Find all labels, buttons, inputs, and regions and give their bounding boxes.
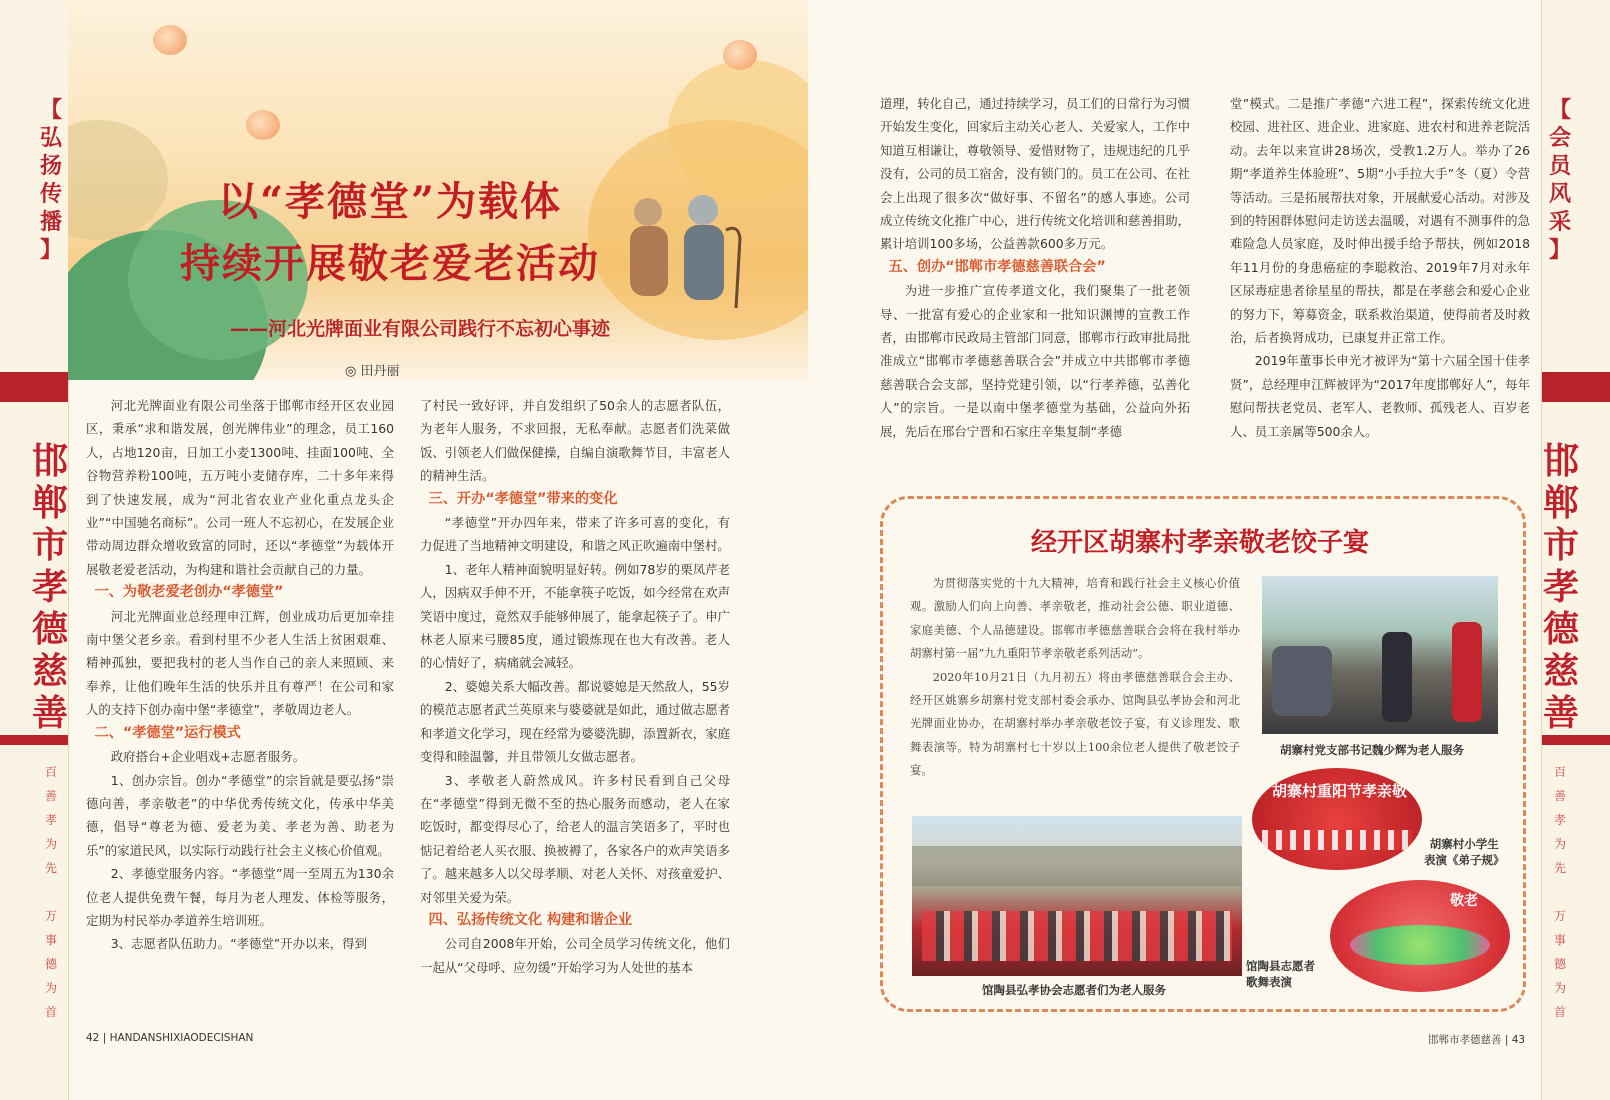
section-label-char: 会 — [1548, 125, 1571, 151]
paragraph: 1、老年人精神面貌明显好转。例如78岁的栗凤芹老人，因病双手伸不开，不能拿筷子吃饭，如今经常在欢声笑语中度过，竟然双手能够伸展了，能拿起筷子了。申广林老人原来弓腰85度，通过锻炼现在也大有改善。老人的心情好了，病痛就会减轻。 — [420, 561, 730, 671]
paragraph: 政府搭台+企业唱戏+志愿者服务。 — [110, 749, 306, 765]
photo-dance-performance: 敬老 — [1330, 880, 1510, 992]
section-label-char: 扬 — [39, 153, 62, 179]
calligraphy-char: 市 — [32, 524, 69, 566]
motto-char: 德 — [1553, 957, 1566, 971]
caption-photo1: 胡寨村党支部书记魏少辉为老人服务 — [1280, 743, 1464, 757]
motto-char: 孝 — [1553, 813, 1566, 827]
section-heading: 四、弘扬传统文化 构建和谐企业 — [428, 911, 633, 928]
article-column-3 — [880, 92, 1190, 443]
section-label-char: 【 — [1548, 97, 1571, 123]
paragraph: 道理，转化自己，通过持续学习，员工们的日常行为习惯开始发生变化，回家后主动关心老人、关爱家人，工作中知道互相谦让，尊敬领导、爱惜财物了，违规违纪的几乎没有，公司的员工宿舍，没有锁门的。员工在公司、在社会上出现了很多次“做好事、不留名”的感人事迹。公司成立传统文化推广中心，进行传统文化培训和慈善捐助，累计培训100多场，公益善款600多万元。 — [880, 96, 1190, 252]
section-label-char: 风 — [1548, 181, 1571, 207]
section-heading: 一、为敬老爱老创办“孝德堂” — [94, 584, 284, 601]
section-label-char: 传 — [39, 181, 62, 207]
paragraph: 为进一步推广宣传孝道文化，我们聚集了一批老领导、一批富有爱心的企业家和一批知识渊博的宣教工作者，由邯郸市民政局主管部门同意，邯郸市行政审批局批准成立“邯郸市孝德慈善联合会”并成立中共邯郸市孝德慈善联合会支部，坚持党建引领，以“行孝养德，弘善化人”的宗旨。一是以南中堡孝德堂为基础，公益向外拓展，先后在邢台宁晋和石家庄辛集复制“孝德 — [880, 283, 1190, 439]
motto-char: 事 — [44, 933, 57, 947]
motto-char — [1545, 880, 1575, 904]
motto-char: 为 — [44, 981, 57, 995]
calligraphy-char: 德 — [1543, 608, 1580, 650]
motto-char: 万 — [44, 909, 57, 923]
feature-title: 经开区胡寨村孝亲敬老饺子宴 — [1030, 528, 1369, 558]
calligraphy-char: 郸 — [32, 482, 69, 524]
calligraphy-left — [32, 440, 69, 734]
section-label-char: 弘 — [39, 125, 62, 151]
calligraphy-char: 慈 — [32, 650, 69, 692]
lantern-icon — [723, 40, 757, 70]
feature-paragraph: 为贯彻落实党的十九大精神，培育和践行社会主义核心价值观。激励人们向上向善、孝亲敬老，推动社会公德、职业道德、家庭美德、个人品德建设。邯郸市孝德慈善联合会将在我村举办胡寨村第一届“九九重阳节孝亲敬老系列活动”。 — [910, 576, 1240, 661]
paragraph: 2019年董事长申光才被评为“第十六届全国十佳孝贤”，总经理申江辉被评为“2017年度邯郸好人”，每年慰问帮扶老党员、老军人、老教师、孤残老人、百岁老人、员工亲属等500余人。 — [1230, 353, 1530, 439]
caption-photo3: 馆陶县弘孝协会志愿者们为老人服务 — [982, 983, 1166, 997]
article-subtitle: ——河北光牌面业有限公司践行不忘初心事迹 — [229, 318, 610, 340]
calligraphy-right — [1543, 440, 1580, 734]
right-red-band — [1542, 372, 1610, 402]
section-label-char: 】 — [39, 237, 62, 263]
motto-char: 事 — [1553, 933, 1566, 947]
motto-char: 善 — [44, 789, 57, 803]
photo-students-performance: 胡寨村重阳节孝亲敬 — [1252, 768, 1422, 870]
motto-char: 百 — [1553, 765, 1566, 779]
motto-char: 为 — [1553, 981, 1566, 995]
motto-char: 万 — [1553, 909, 1566, 923]
section-label-right — [1545, 96, 1575, 264]
paragraph: “孝德堂”开办四年来，带来了许多可喜的变化，有力促进了当地精神文明建设，和谐之风正吹遍南中堡村。 — [420, 515, 730, 554]
article-title-line1: 以“孝德堂”为载体 — [217, 178, 562, 225]
caption-photo2: 胡寨村小学生 表演《弟子规》 — [1424, 837, 1505, 867]
section-label-char: 播 — [39, 209, 62, 235]
lantern-icon — [246, 110, 280, 140]
paragraph: 1、创办宗旨。创办“孝德堂”的宗旨就是要弘扬“崇德向善，孝亲敬老”的中华优秀传统文化，传承中华美德，倡导“尊老为德、爱老为美、孝老为善、助老为乐”的家道民风，以实际行动践行社会主义核心价值观。 — [86, 772, 394, 858]
motto-right — [1545, 760, 1575, 1024]
motto-char: 百 — [44, 765, 57, 779]
motto-char: 德 — [44, 957, 57, 971]
calligraphy-char: 邯 — [32, 440, 69, 482]
calligraphy-char: 孝 — [32, 566, 69, 608]
calligraphy-char: 孝 — [1543, 566, 1580, 608]
calligraphy-char: 市 — [1543, 524, 1580, 566]
caption-photo4: 馆陶县志愿者 歌舞表演 — [1246, 959, 1315, 989]
calligraphy-char: 郸 — [1543, 482, 1580, 524]
right-red-line — [1542, 735, 1610, 745]
lantern-icon — [153, 25, 187, 55]
section-label-left — [36, 96, 66, 264]
left-red-band — [0, 372, 68, 402]
feature-paragraph: 2020年10月21日（九月初五）将由孝德慈善联合会主办、经开区姚寨乡胡寨村党支部村委会承办、馆陶县弘孝协会和河北光牌面业协办，在胡寨村举办孝亲敬老饺子宴，有义诊理发、歌舞表演等。特为胡寨村七十岁以上100余位老人提供了敬老饺子宴。 — [910, 669, 1240, 778]
motto-char: 孝 — [44, 813, 57, 827]
photo-volunteers-serving — [912, 816, 1242, 976]
article-column-2 — [420, 394, 730, 979]
section-heading: 五、创办“邯郸市孝德慈善联合会” — [888, 258, 1106, 275]
photo-party-secretary-serving — [1262, 576, 1498, 734]
feature-text — [910, 572, 1240, 783]
section-label-char: 】 — [1548, 237, 1571, 263]
paragraph: 3、志愿者队伍助力。“孝德堂”开办以来，得到 — [110, 936, 367, 952]
article-column-1 — [86, 394, 394, 956]
paragraph: 堂”模式。二是推广孝德“六进工程”，探索传统文化进校园、进社区、进企业、进家庭、进农村和进养老院活动。去年以来宣讲28场次，受教1.2万人。举办了26期“孝道养生体验班”、5期“小手拉大手”冬（夏）令营等活动。三是拓展帮扶对象，开展献爱心活动。对涉及到的特困群体慰问走访送去温暖，对遇有不测事件的急难险急人员家庭，及时伸出援手给予帮扶，例如2018年11月份的身患癌症的李聪救治、2019年7月对永年区尿毒症患者徐星星的帮扶，都是在孝慈会和爱心企业的努力下，筹募资金，联系救治渠道，使得前者及时救治，后者换肾成功，已康复并正常工作。 — [1230, 96, 1530, 346]
calligraphy-char: 邯 — [1543, 440, 1580, 482]
left-red-line — [0, 735, 68, 745]
motto-char: 首 — [44, 1005, 57, 1019]
motto-left — [36, 760, 66, 1024]
paragraph: 河北光牌面业有限公司坐落于邯郸市经开区农业园区，秉承“求和谐发展，创光牌伟业”的理念，员工160人，占地120亩，日加工小麦1300吨、挂面100吨、全谷物营养粉100吨，五万吨小麦储存库，二十多年来得到了快速发展，成为“河北省农业产业化重点龙头企业”“中国驰名商标”。公司一班人不忘初心，在发展企业带动周边群众增收致富的同时，还以“孝德堂”为载体开展敬老爱老活动，为构建和谐社会贡献自己的力量。 — [86, 398, 394, 577]
author-byline: ◎ 田丹丽 — [345, 364, 400, 379]
motto-char: 为 — [1553, 837, 1566, 851]
paragraph: 2、婆媳关系大幅改善。都说婆媳是天然敌人，55岁的模范志愿者武兰英原来与婆婆就是如此，通过做志愿者和孝道文化学习，现在经常为婆婆洗脚，添置新衣，家庭变得和睦温馨，并且带领儿女做志愿者。 — [420, 678, 730, 765]
section-heading: 二、“孝德堂”运行模式 — [94, 724, 241, 741]
section-label-char: 员 — [1548, 153, 1571, 179]
calligraphy-char: 德 — [32, 608, 69, 650]
paragraph: 2、孝德堂服务内容。“孝德堂”周一至周五为130余位老人提供免费午餐，每月为老人理发、体检等服务，定期为村民举办孝道养生培训班。 — [86, 866, 394, 928]
paragraph: 3、孝敬老人蔚然成风。许多村民看到自己父母在“孝德堂”得到无微不至的热心服务而感动，老人在家吃饭时，都变得尽心了，给老人的温言笑语多了，平时也惦记着给老人买衣服、换被褥了，各家各户的欢声笑语多了。越来越多人以父母孝顺、对老人关怀、对孩童爱护、对邻里关爱为荣。 — [420, 772, 730, 905]
footer-right: 邯郸市孝德慈善 | 43 — [1428, 1034, 1526, 1046]
article-column-4 — [1230, 92, 1530, 443]
motto-char: 善 — [1553, 789, 1566, 803]
motto-char: 先 — [1553, 861, 1566, 875]
motto-char: 首 — [1553, 1005, 1566, 1019]
section-label-char: 采 — [1548, 209, 1571, 235]
section-label-char: 【 — [39, 97, 62, 123]
calligraphy-char: 善 — [32, 692, 69, 734]
calligraphy-char: 善 — [1543, 692, 1580, 734]
paragraph: 公司自2008年开始，公司全员学习传统文化，他们一起从“父母呼、应勿缓”开始学习为人处世的基本 — [420, 936, 730, 975]
motto-char: 为 — [44, 837, 57, 851]
paragraph: 河北光牌面业总经理申江辉，创业成功后更加牵挂南中堡父老乡亲。看到村里不少老人生活上贫困艰难、精神孤独，要把我村的老人当作自己的亲人来照顾、来奉养，让他们晚年生活的快乐并且有尊严！在公司和家人的支持下创办南中堡“孝德堂”，孝敬周边老人。 — [86, 608, 394, 718]
section-heading: 三、开办“孝德堂”带来的变化 — [428, 490, 618, 507]
calligraphy-char: 慈 — [1543, 650, 1580, 692]
motto-char: 先 — [44, 861, 57, 875]
article-title-line2: 持续开展敬老爱老活动 — [180, 240, 600, 287]
motto-char — [36, 880, 66, 904]
footer-left: 42 | HANDANSHIXIAODECISHAN — [86, 1032, 254, 1044]
paragraph: 了村民一致好评，并自发组织了50余人的志愿者队伍，为老年人服务，不求回报，无私奉献。志愿者们洗菜做饭、引领老人们做保健操，自编自演歌舞节目，丰富老人的精神生活。 — [420, 398, 730, 484]
